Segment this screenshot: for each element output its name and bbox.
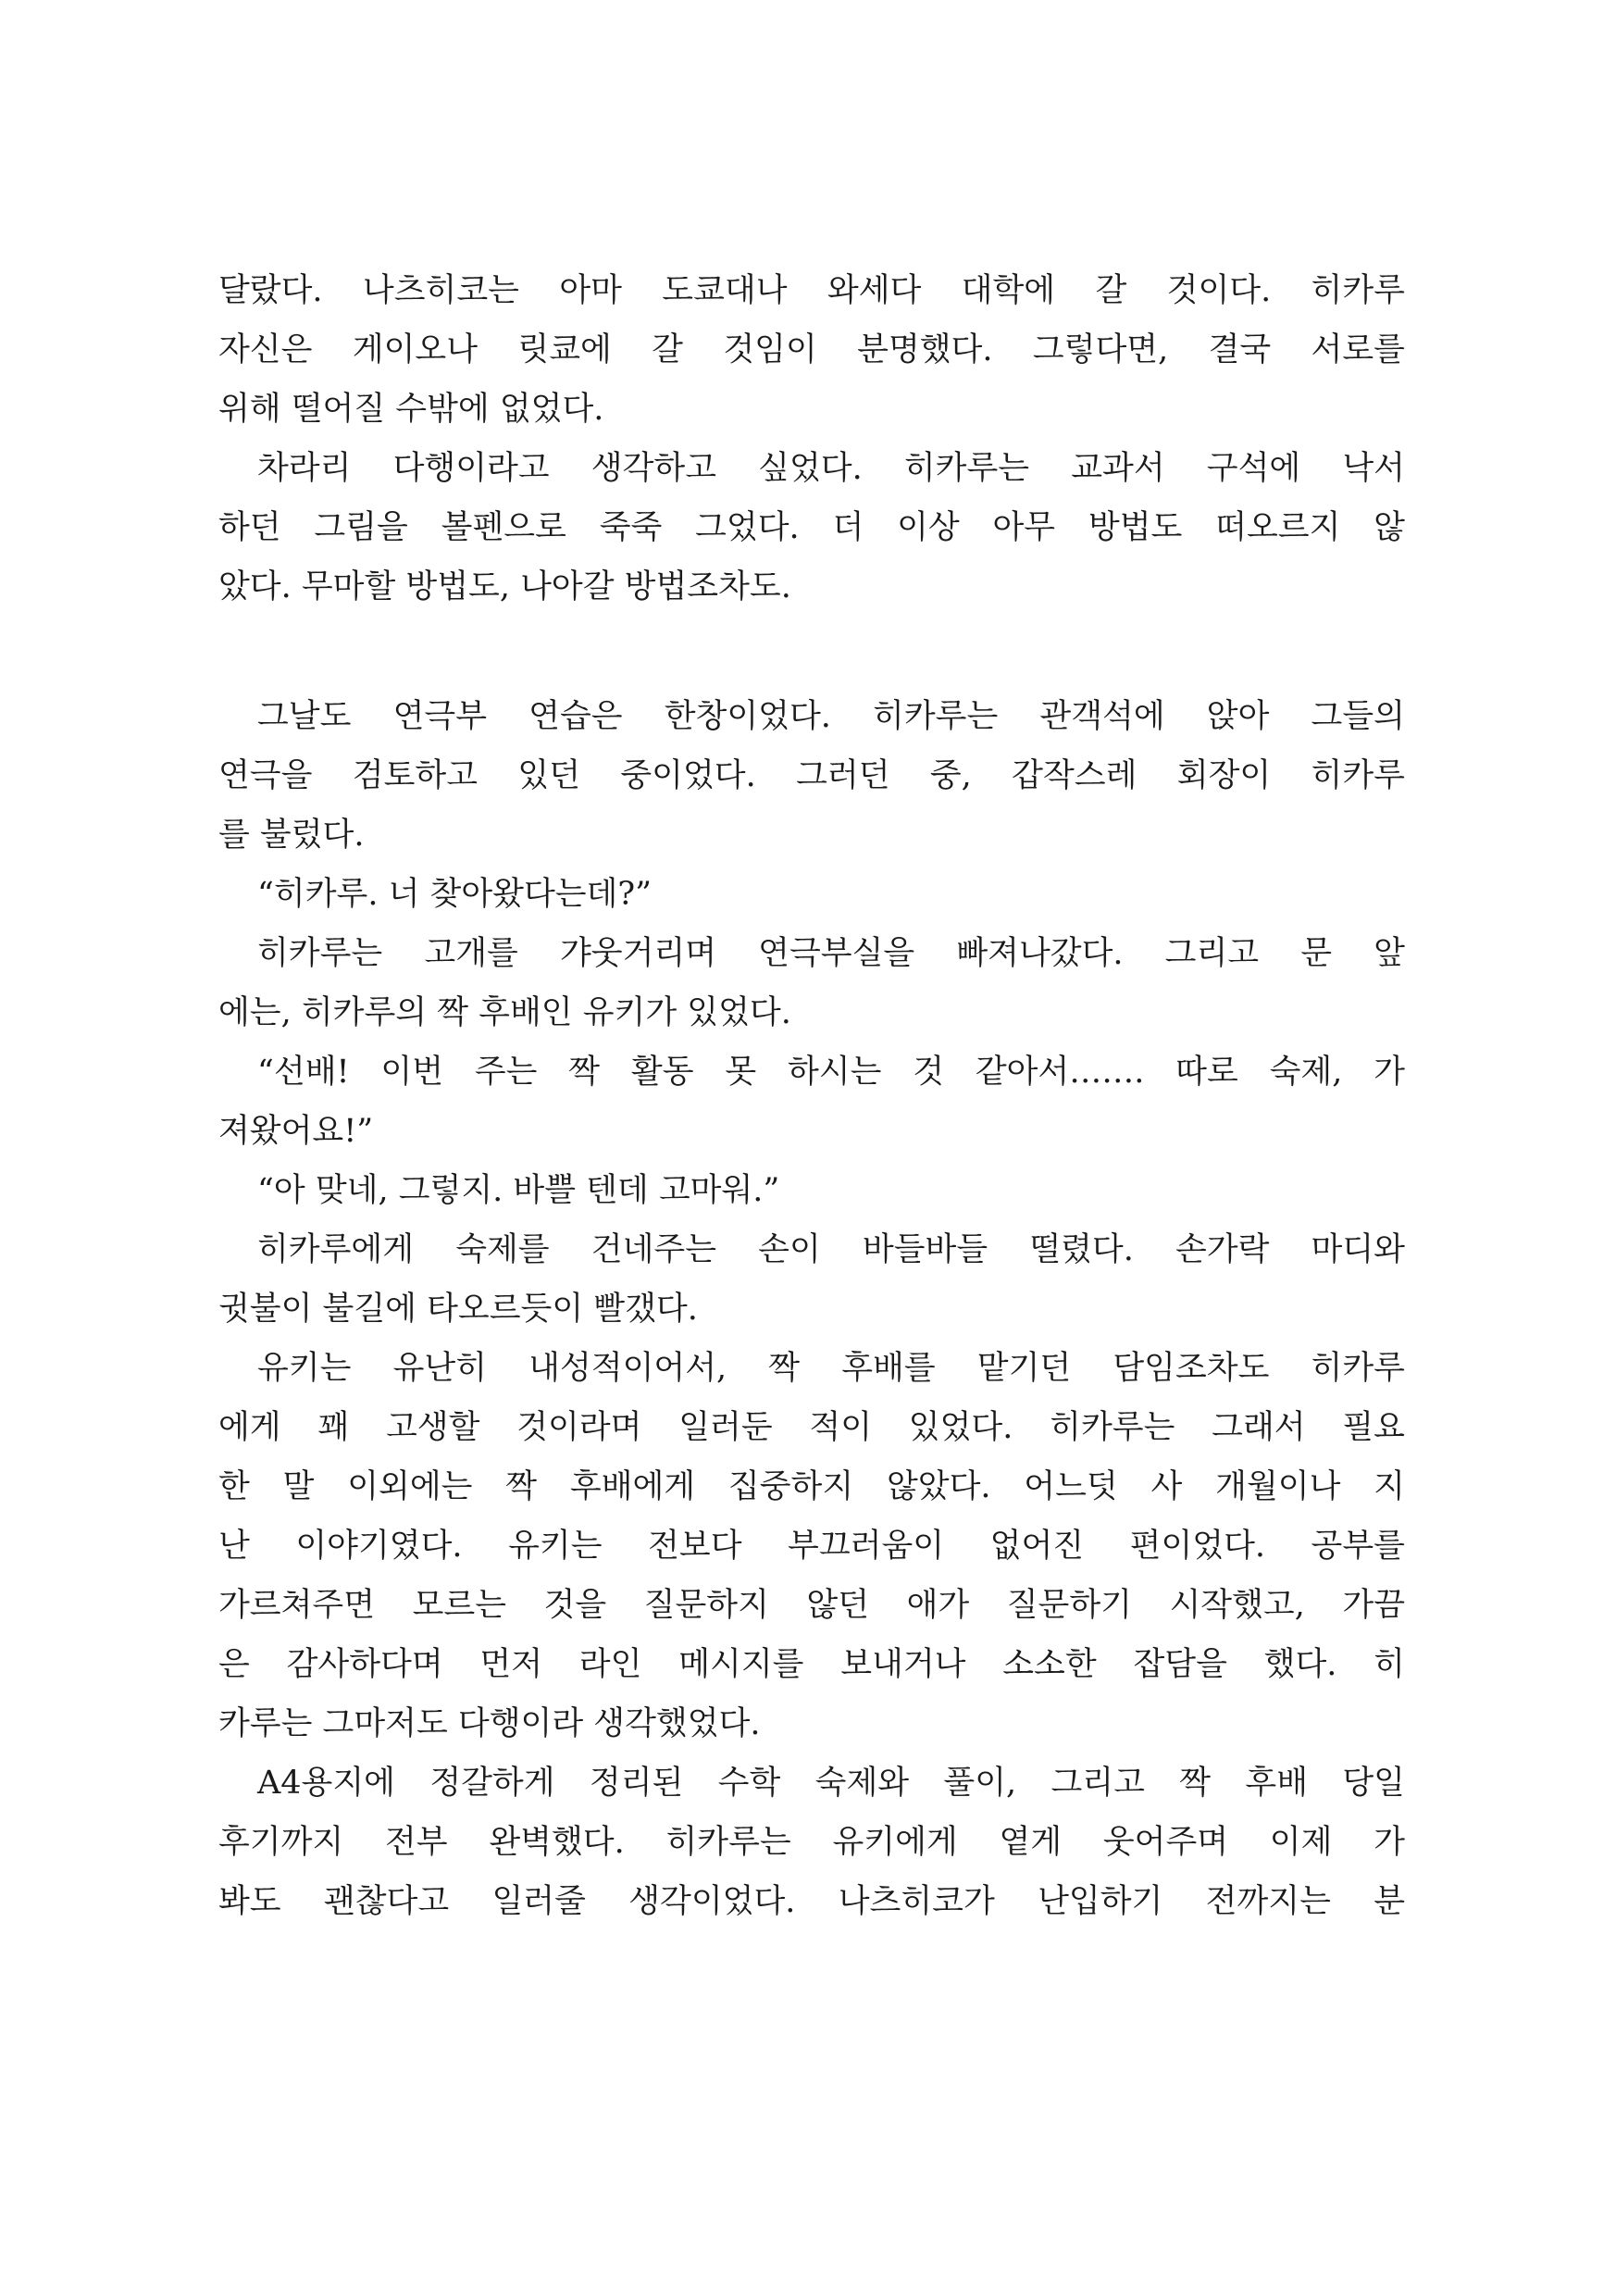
text-line: 그날도 연극부 연습은 한창이었다. 히카루는 관객석에 앉아 그들의 bbox=[257, 698, 1405, 735]
text-line: 연극을 검토하고 있던 중이었다. 그러던 중, 갑작스레 회장이 히카루 bbox=[218, 757, 1405, 794]
text-line: 위해 떨어질 수밖에 없었다. bbox=[218, 391, 604, 428]
text-line: 귓불이 불길에 타오르듯이 빨갰다. bbox=[218, 1291, 698, 1328]
text-line: 에게 꽤 고생할 것이라며 일러둔 적이 있었다. 히카루는 그래서 필요 bbox=[218, 1409, 1405, 1446]
text-line: 달랐다. 나츠히코는 아마 도쿄대나 와세다 대학에 갈 것이다. 히카루 bbox=[218, 272, 1405, 309]
text-line: 를 불렀다. bbox=[218, 817, 365, 854]
text-line: 히카루에게 숙제를 건네주는 손이 바들바들 떨렸다. 손가락 마디와 bbox=[257, 1231, 1405, 1268]
text-line: 은 감사하다며 먼저 라인 메시지를 보내거나 소소한 잡담을 했다. 히 bbox=[218, 1646, 1405, 1683]
text-line: A4용지에 정갈하게 정리된 수학 숙제와 풀이, 그리고 짝 후배 당일 bbox=[257, 1765, 1405, 1802]
text-line: 자신은 게이오나 릿쿄에 갈 것임이 분명했다. 그렇다면, 결국 서로를 bbox=[218, 331, 1405, 368]
text-line: 가르쳐주면 모르는 것을 질문하지 않던 애가 질문하기 시작했고, 가끔 bbox=[218, 1587, 1405, 1624]
text-line: 에는, 히카루의 짝 후배인 유키가 있었다. bbox=[218, 994, 791, 1031]
text-line: 후기까지 전부 완벽했다. 히카루는 유키에게 옅게 웃어주며 이제 가 bbox=[218, 1824, 1405, 1861]
text-line: “히카루. 너 찾아왔다는데?” bbox=[257, 876, 653, 913]
text-line: 난 이야기였다. 유키는 전보다 부끄러움이 없어진 편이었다. 공부를 bbox=[218, 1528, 1405, 1565]
text-line: 유키는 유난히 내성적이어서, 짝 후배를 맡기던 담임조차도 히카루 bbox=[257, 1350, 1405, 1387]
text-line: “선배! 이번 주는 짝 활동 못 하시는 것 같아서……. 따로 숙제, 가 bbox=[257, 1054, 1405, 1091]
text-line: 져왔어요!” bbox=[218, 1113, 374, 1150]
text-line: 봐도 괜찮다고 일러줄 생각이었다. 나츠히코가 난입하기 전까지는 분 bbox=[218, 1883, 1405, 1920]
text-line: 카루는 그마저도 다행이라 생각했었다. bbox=[218, 1705, 761, 1742]
text-line: 았다. 무마할 방법도, 나아갈 방법조차도. bbox=[218, 568, 791, 605]
text-line: 차라리 다행이라고 생각하고 싶었다. 히카루는 교과서 구석에 낙서 bbox=[257, 450, 1405, 487]
text-line: 한 말 이외에는 짝 후배에게 집중하지 않았다. 어느덧 사 개월이나 지 bbox=[218, 1468, 1405, 1505]
text-line: “아 맞네, 그렇지. 바쁠 텐데 고마워.” bbox=[257, 1172, 780, 1209]
text-line: 히카루는 고개를 갸웃거리며 연극부실을 빠져나갔다. 그리고 문 앞 bbox=[257, 935, 1405, 972]
text-line: 하던 그림을 볼펜으로 죽죽 그었다. 더 이상 아무 방법도 떠오르지 않 bbox=[218, 509, 1405, 546]
